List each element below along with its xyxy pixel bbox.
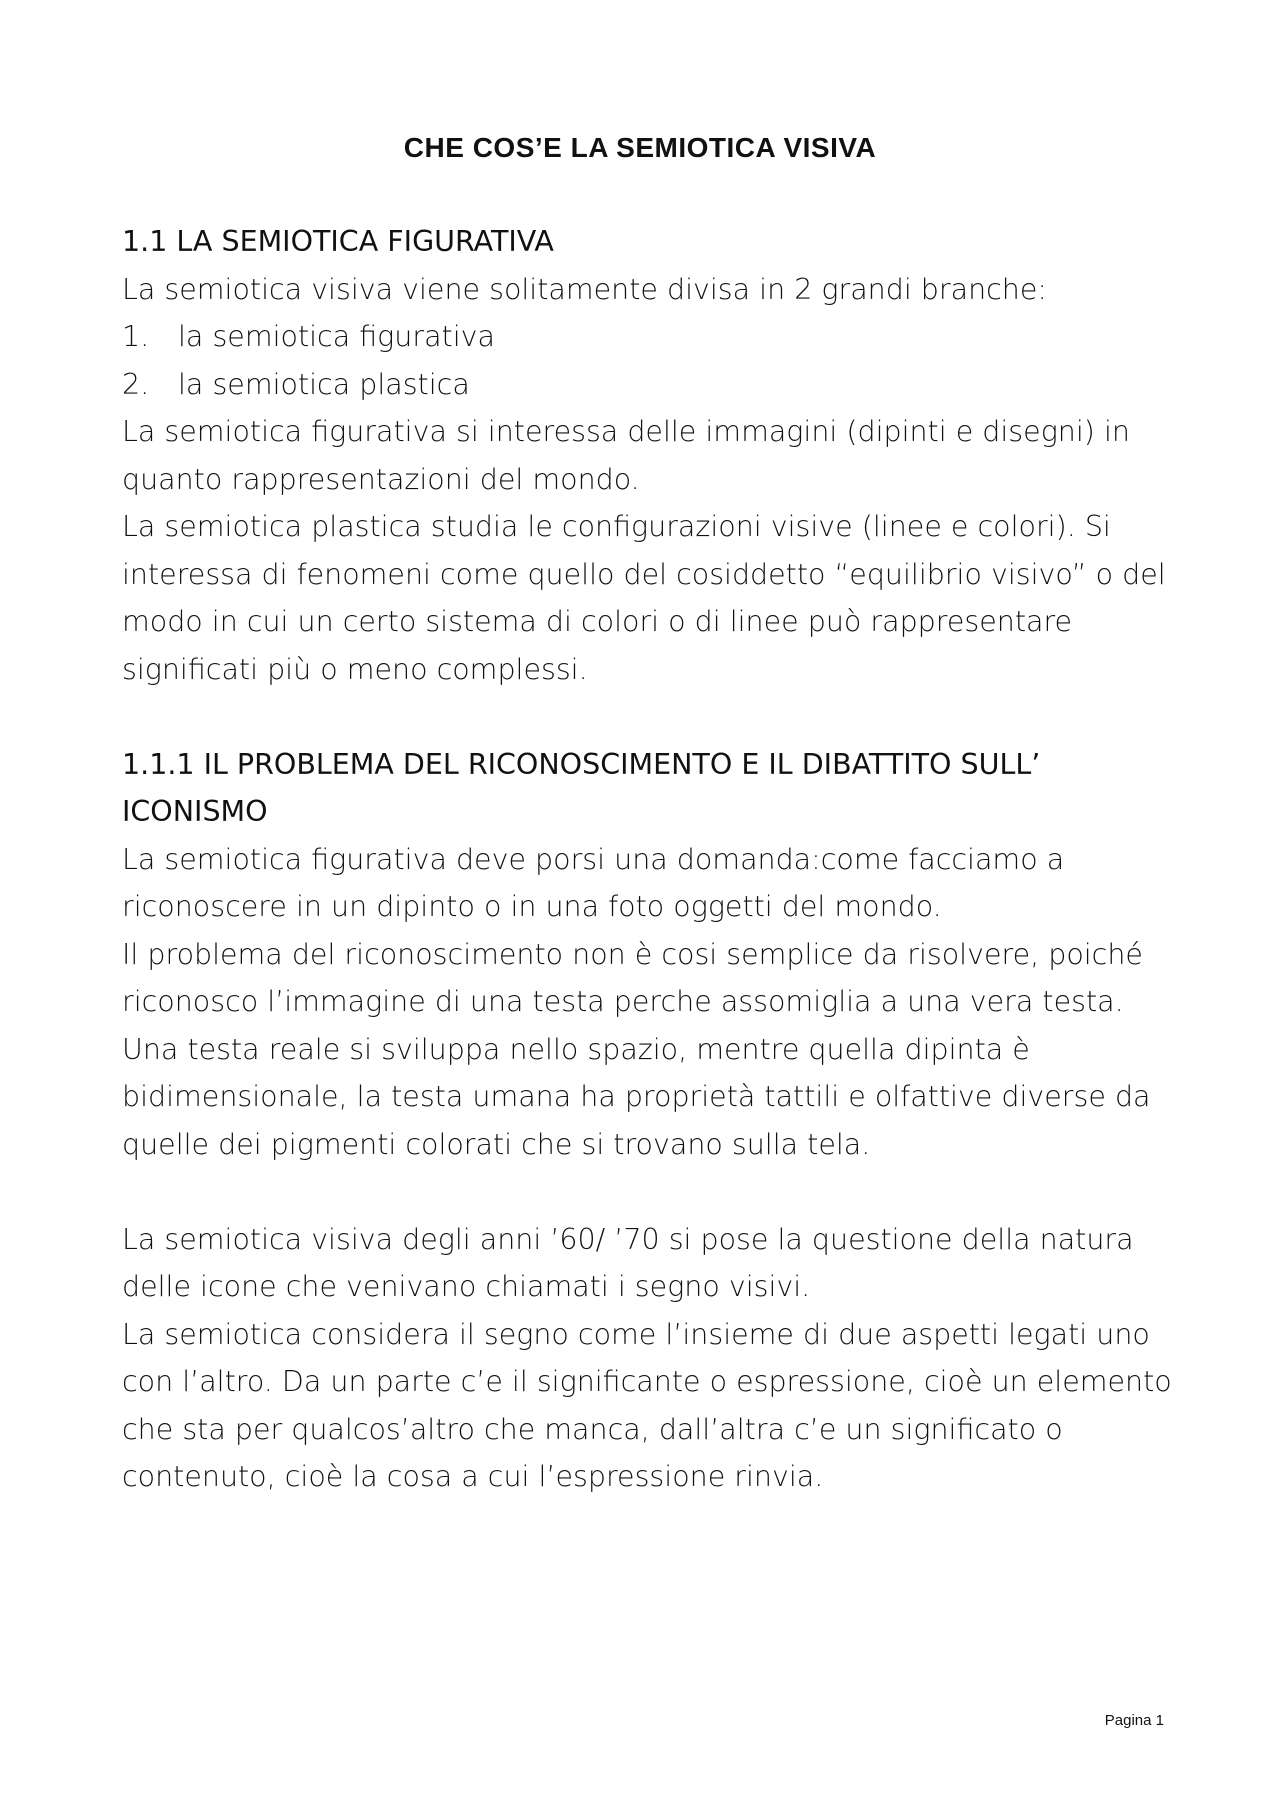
section-1-paragraph-1: La semiotica figurativa si interessa delle immagini (dipinti e disegni) in quanto rappresentazioni del mondo. bbox=[122, 415, 1130, 496]
section-2-paragraph-1: La semiotica figurativa deve porsi una domanda:come facciamo a riconoscere in un dipinto o in una foto oggetti del mondo. bbox=[122, 842, 1065, 923]
list-item bbox=[122, 313, 1182, 361]
section-2-paragraph-3: Una testa reale si sviluppa nello spazio, mentre quella dipinta è bidimensionale, la testa umana ha proprietà tattili e olfattive diverse da quelle dei pigmenti colorati che si trovano sulla tela. bbox=[122, 1032, 1151, 1161]
section-1-paragraph-2: La semiotica plastica studia le configurazioni visive (linee e colori). Si interessa di fenomeni come quello del cosiddetto “equilibrio visivo” o del modo in cui un certo sistema di colori o di linee può rappresentare significati più o meno complessi. bbox=[122, 510, 1166, 686]
page-number: Pagina 1 bbox=[1104, 1712, 1164, 1729]
section-heading-1-1: 1.1 LA SEMIOTICA FIGURATIVA bbox=[122, 225, 554, 258]
section-1-intro: La semiotica visiva viene solitamente divisa in 2 grandi branche: bbox=[122, 272, 1048, 306]
section-2-paragraph-4: La semiotica visiva degli anni ’60/ ’70 si pose la questione della natura delle icone che venivano chiamati i segno visivi. bbox=[122, 1222, 1134, 1303]
paragraph-spacer bbox=[122, 693, 1182, 741]
list-item-number: 1. bbox=[122, 320, 150, 353]
paragraph-spacer bbox=[122, 1168, 1182, 1216]
document-title: CHE COS’E LA SEMIOTICA VISIVA bbox=[403, 132, 877, 163]
list-item bbox=[122, 361, 1182, 409]
section-2-paragraph-5: La semiotica considera il segno come l’insieme di due aspetti legati uno con l’altro. Da un parte c’e il significante o espressione, cioè un elemento che sta per qualcos’altro che manca, dall’altra c’e un significato o contenuto, cioè la cosa a cui l’espressione rinvia. bbox=[122, 1317, 1172, 1493]
document-body bbox=[122, 218, 1182, 1501]
list-item-text: la semiotica plastica bbox=[178, 367, 470, 401]
list-item-number: 2. bbox=[122, 367, 150, 401]
section-heading-1-1-1: 1.1.1 IL PROBLEMA DEL RICONOSCIMENTO E IL DIBATTITO SULL’ ICONISMO bbox=[122, 747, 1041, 828]
section-2-paragraph-2: Il problema del riconoscimento non è cosi semplice da risolvere, poiché riconosco l’immagine di una testa perche assomiglia a una vera testa. bbox=[122, 937, 1143, 1018]
list-item-text: la semiotica figurativa bbox=[178, 320, 495, 353]
